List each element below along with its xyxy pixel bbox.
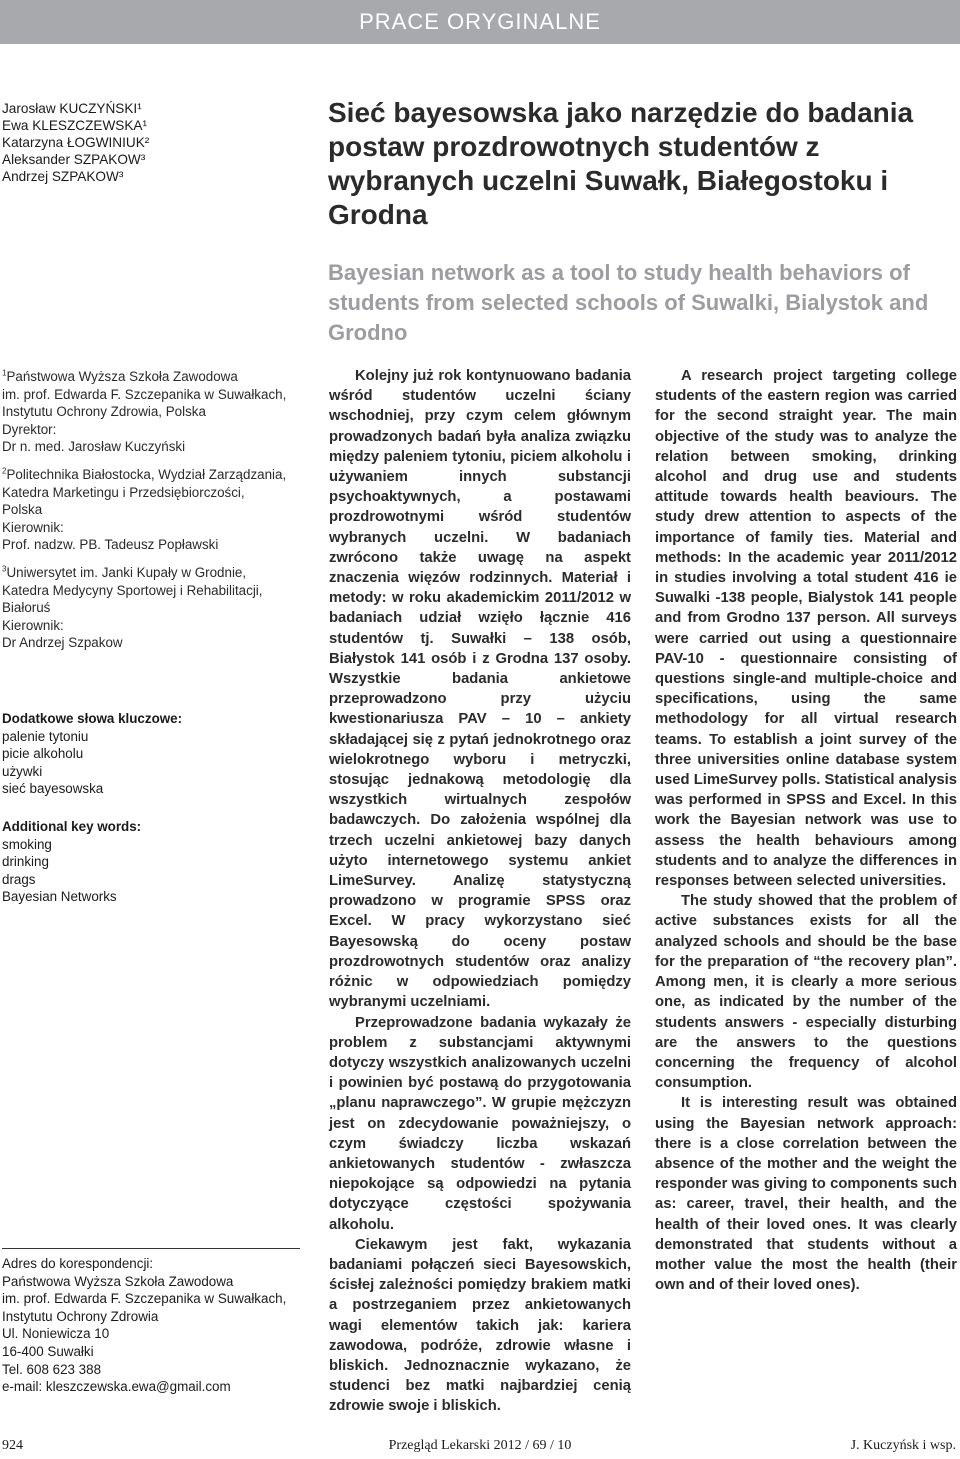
abstract-paragraph: Kolejny już rok kontynuowano badania wśród studentów uczelni ściany wschodniej, przy czym celem głównym prowadzonych badań była analiza związku między paleniem tytoniu, piciem alkoholu i używaniem innych substancji psychoaktywnych, a postawami prozdrowotnymi wśród studentów wybranych uczelni. W badaniach zwrócono także uwagę na aspekt znaczenia więzów rodzinnych. Materiał i metody: w roku akademickim 2011/2012 w badaniach udział wzięło łącznie 416 studentów tj. Suwałki – 138 osób, Białystok 141 osób i z Grodna 137 osoby. Wszystkie badania ankietowe przeprowadzono przy użyciu kwestionariusza PAV – 10 – ankiety składającej się z pytań jednokrotnego oraz wielokrotnego wyboru i metryczki, stosując jednakową metodologię dla wszystkich wirtualnych zespołów badawczych. Do założenia wspólnej dla trzech uczelni ankietowej bazy danych użyto internetowego systemu ankiet LimeSurvey. Analizę statystyczną prowadzono w programie SPSS oraz Excel. W pracy wykorzystano sieć Bayesowską do oceny postaw prozdrowotnych studentów oraz analizy różnic w odpowiedziach pomiędzy wybranymi uczelniami.: [329, 368, 631, 1011]
running-author: J. Kuczyńsk i wsp.: [850, 1438, 956, 1453]
abstract-paragraph: Przeprowadzone badania wykazały że problem z substancjami aktywnymi dotyczy wszystkich analizowanych uczelni i powinien być postawą do przygotowania „planu naprawczego”. W grupie mężczyzn jest on zdecydowanie poważniejszy, o czym świadczy liczba wskazań ankietowanych studentów - zwłaszcza niepokojące są odpowiedzi na pytania dotyczyące częstości spożywania alkoholu.: [329, 1014, 631, 1233]
keyword: drags: [2, 871, 36, 887]
author: Andrzej SZPAKOW³: [2, 169, 124, 184]
correspondence-line: Państwowa Wyższa Szkoła Zawodowa: [2, 1273, 234, 1289]
abstract-paragraph: A research project targeting college students of the eastern region was carried for the second straight year. The main objective of the study was to analyze the relation between smoking, drinking alcohol and drug use and students attitude towards health beaviours. The study drew attention to aspects of the importance of family ties. Material and methods: In the academic year 2011/2012 in studies involving a total student 416 ie Suwalki -138 people, Bialystok 141 people and from Grodno 137 person. All surveys were carried out using a questionnaire PAV-10 - questionnaire consisting of questions single-and multiple-choice and specifications, using the same methodology for all virtual research teams. To establish a joint survey of the three universities online database system used LimeSurvey polls. Statistical analysis was performed in SPSS and Excel. In this work the Bayesian network was use to assess the health behaviours among students and to analyze the differences in responses between selected universities.: [655, 368, 957, 890]
keyword: Bayesian Networks: [2, 889, 117, 905]
author-list: [2, 100, 302, 185]
keyword: używki: [2, 763, 43, 779]
affiliation-number: 3: [2, 564, 7, 574]
page-footer: [0, 1438, 960, 1458]
section-label: PRACE ORYGINALNE: [359, 9, 601, 34]
affiliation-3: [2, 564, 307, 652]
affiliation-line: Instytutu Ochrony Zdrowia, Polska: [2, 404, 206, 420]
abstract-paragraph: Ciekawym jest fakt, wykazania badaniami połączeń sieci Bayesowskich, ścisłej zależności pomiędzy brakiem matki a postrzeganiem przez ankietowanych wagi elementów takich jak: kariera zawodowa, podróże, zdrowie własne i bliskich. Jednoznacznie wykazano, że studenci bez matki najbardziej cenią zdrowie swoje i bliskich.: [329, 1236, 631, 1415]
affiliation-line: Państwowa Wyższa Szkoła Zawodowa: [6, 369, 238, 384]
correspondence-line: im. prof. Edwarda F. Szczepanika w Suwałkach,: [2, 1291, 287, 1307]
affiliation-line: Białoruś: [2, 600, 51, 616]
page-number: 924: [2, 1438, 23, 1453]
abstract-paragraph: It is interesting result was obtained using the Bayesian network approach: there is a close correlation between the absence of the mother and the weight the responder was giving to components such as: career, travel, their health, and the health of their loved ones. It was clearly demonstrated that students without a mother value the most the health (their own and of their loved ones).: [655, 1095, 957, 1294]
article-title-english: Bayesian network as a tool to study health behaviors of students from selected schools of Suwalki, Bialystok and Grodno: [328, 260, 929, 345]
correspondence-line: Instytutu Ochrony Zdrowia: [2, 1308, 159, 1324]
keywords-polish: [2, 710, 302, 798]
keyword: smoking: [2, 836, 52, 852]
affiliation-1: [2, 368, 307, 456]
correspondence-line: Ul. Noniewicza 10: [2, 1326, 110, 1342]
affiliation-line: Dr n. med. Jarosław Kuczyński: [2, 439, 186, 455]
correspondence-line: Tel. 608 623 388: [2, 1361, 102, 1377]
affiliation-line: Kierownik:: [2, 519, 64, 535]
section-header: [0, 0, 960, 44]
correspondence-address: [2, 1248, 300, 1396]
email-address[interactable]: e-mail: kleszczewska.ewa@gmail.com: [2, 1379, 231, 1395]
author: Aleksander SZPAKOW³: [2, 152, 146, 167]
affiliation-line: im. prof. Edwarda F. Szczepanika w Suwałkach,: [2, 386, 287, 402]
affiliation-line: Katedra Medycyny Sportowej i Rehabilitacji,: [2, 582, 263, 598]
correspondence-line: 16-400 Suwałki: [2, 1343, 94, 1359]
keyword: drinking: [2, 854, 49, 870]
author: Katarzyna ŁOGWINIUK²: [2, 135, 150, 150]
keywords-title: Additional key words:: [2, 819, 142, 834]
affiliation-line: Uniwersytet im. Janki Kupały w Grodnie,: [6, 564, 247, 580]
abstract-polish: [329, 366, 631, 1417]
keyword: picie alkoholu: [2, 746, 84, 762]
affiliation-line: Katedra Marketingu i Przedsiębiorczości,: [2, 484, 245, 500]
author: Jarosław KUCZYŃSKI¹: [2, 101, 142, 116]
affiliation-line: Dr Andrzej Szpakow: [2, 635, 123, 651]
affiliations: [2, 368, 307, 662]
article-title-polish: Sieć bayesowska jako narzędzie do badania postaw prozdrowotnych studentów z wybranych uczelni Suwałk, Białegostoku i Grodna: [328, 97, 914, 230]
keyword: sieć bayesowska: [2, 781, 104, 797]
keywords-title: Dodatkowe słowa kluczowe:: [2, 711, 183, 726]
correspondence-line: Adres do korespondencji:: [2, 1256, 154, 1271]
affiliation-line: Dyrektor:: [2, 421, 57, 437]
affiliation-line: Polska: [2, 502, 43, 518]
journal-citation: Przegląd Lekarski 2012 / 69 / 10: [388, 1438, 572, 1453]
keywords-english: [2, 818, 302, 906]
affiliation-line: Politechnika Białostocka, Wydział Zarządzania,: [6, 466, 287, 482]
author: Ewa KLESZCZEWSKA¹: [2, 118, 148, 133]
keyword: palenie tytoniu: [2, 728, 89, 744]
abstract-paragraph: The study showed that the problem of active substances exists for all the analyzed schools and should be the base for the preparation of “the recovery plan”. Among men, it is clearly a more serious one, as indicated by the number of the students answers - especially disturbing are the answers to the questions concerning the frequency of alcohol consumption.: [655, 893, 957, 1092]
affiliation-number: 1: [2, 368, 7, 378]
affiliation-line: Prof. nadzw. PB. Tadeusz Popławski: [2, 537, 219, 553]
affiliation-2: [2, 466, 307, 554]
affiliation-line: Kierownik:: [2, 617, 64, 633]
affiliation-number: 2: [2, 466, 7, 476]
abstract-english: [655, 366, 957, 1295]
